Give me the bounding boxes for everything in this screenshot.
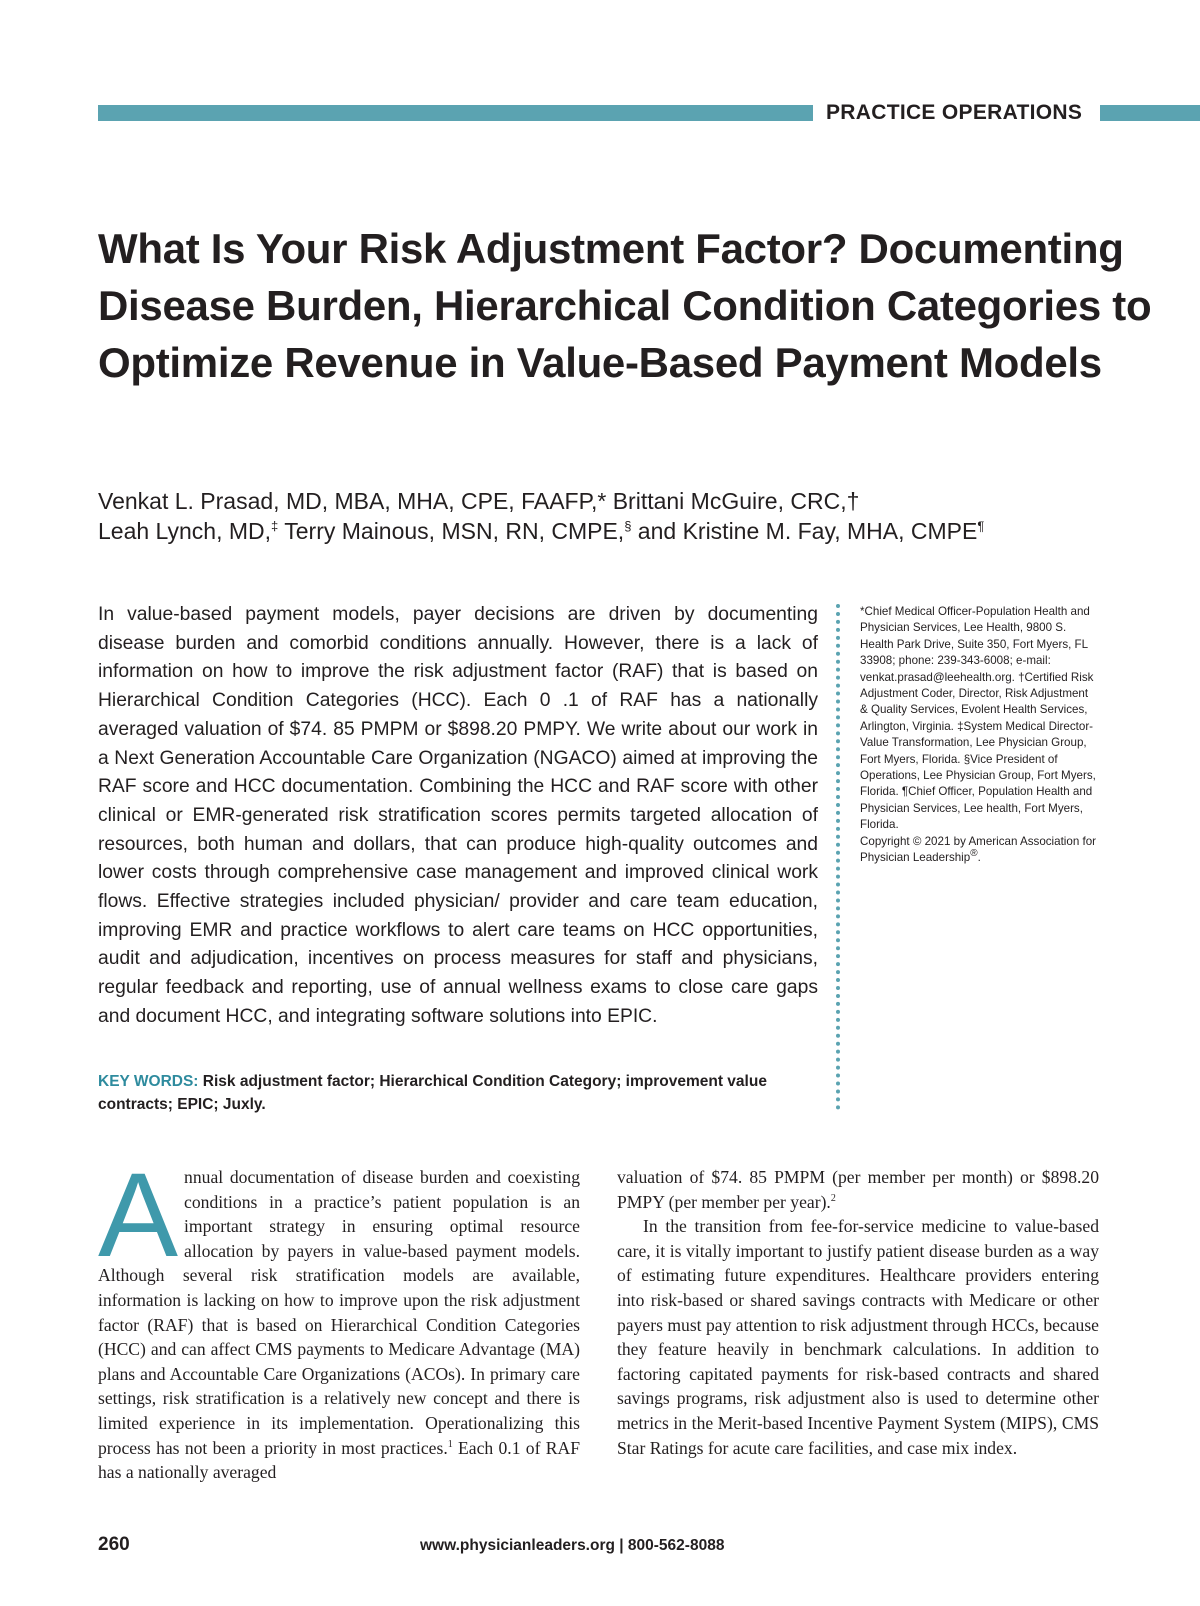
body-column-right <box>617 1165 1099 1460</box>
header-accent-bar-left <box>98 105 813 121</box>
page-number: 260 <box>98 1534 130 1555</box>
author-mainous: Terry Mainous, MSN, RN, CMPE, <box>278 518 625 544</box>
footer-contact: www.physicianleaders.org | 800-562-8088 <box>420 1537 725 1554</box>
author-lynch: Leah Lynch, MD, <box>98 518 272 544</box>
keywords <box>98 1070 818 1116</box>
body-column-left <box>98 1148 580 1485</box>
body-paragraph: In the transition from fee-for-service medicine to value-based care, it is vitally important to justify patient disease burden as a way of estimating future expenditures. Healthcare providers entering into risk-based or shared savings contracts with Medicare or other payers must pay attention to risk adjustment through HCCs, because they feature heavily in benchmark calculations. In addition to factoring capitated payments for risk-based contracts and shared savings programs, risk adjustment also is used to determine other metrics in the Merit-based Incentive Payment System (MIPS), CMS Star Ratings for acute care facilities, and case mix index. <box>617 1216 1099 1458</box>
dotted-separator <box>836 604 840 1110</box>
keywords-list: Risk adjustment factor; Hierarchical Condition Category; improvement value contracts; EPIC; Juxly. <box>98 1073 767 1113</box>
header-accent-bar-right <box>1100 105 1200 121</box>
reference-mark: 2 <box>830 1192 836 1204</box>
copyright-line <box>860 834 1098 867</box>
article-title: What Is Your Risk Adjustment Factor? Documenting Disease Burden, Hierarchical Condition Categories to Optimize Revenue in Value-Based Payment Models <box>98 225 1152 386</box>
body-paragraph <box>98 1148 580 1485</box>
registered-mark: ® <box>970 848 978 860</box>
affiliation-mark: § <box>624 518 632 534</box>
copyright-end: . <box>977 851 981 865</box>
affiliation-mark: ‡ <box>271 518 279 534</box>
abstract: In value-based payment models, payer decisions are driven by documenting disease burden and comorbid conditions annually. However, there is a lack of information on how to improve the risk adjustment factor (RAF) that is based on Hierarchical Condition Categories (HCC). Each 0 .1 of RAF has a nationally averaged valuation of $74. 85 PMPM or $898.20 PMPY. We write about our work in a Next Generation Accountable Care Organization (NGACO) aimed at improving the RAF score and HCC documentation. Combining the HCC and RAF score with other clinical or EMR-generated risk stratification scores permits targeted allocation of resources, both human and dollars, that can produce high-quality outcomes and lower costs through comprehensive case management and improved clinical work flows. Effective strategies included physician/ provider and care team education, improving EMR and practice workflows to alert care teams on HCC opportunities, audit and adjudication, incentives on process measures for staff and physicians, regular feedback and reporting, use of annual wellness exams to close care gaps and document HCC, and integrating software solutions into EPIC. <box>98 604 818 1027</box>
body-text-tail: Each 0.1 of RAF has a nationally averaged <box>98 1437 580 1483</box>
keywords-label: KEY WORDS: <box>98 1073 199 1090</box>
body-text: valuation of $74. 85 PMPM (per member per month) or $898.20 PMPY (per member per year). <box>617 1167 1099 1212</box>
body-paragraph <box>617 1165 1099 1214</box>
author-line-1: Venkat L. Prasad, MD, MBA, MHA, CPE, FAAFP,* Brittani McGuire, CRC,† <box>98 488 860 514</box>
author-list <box>98 486 1178 546</box>
drop-cap: A <box>98 1148 179 1282</box>
affiliations-text: *Chief Medical Officer-Population Health and Physician Services, Lee Health, 9800 S. Health Park Drive, Suite 350, Fort Myers, FL 33908; phone: 239-343-6008; e-mail: venkat.prasad@leehealth.org. †Certified Risk Adjustment Coder, Director, Risk Adjustment & Quality Services, Evolent Health Services, Arlington, Virginia. ‡System Medical Director-Value Transformation, Lee Physician Group, Fort Myers, Florida. §Vice President of Operations, Lee Physician Group, Fort Myers, Florida. ¶Chief Officer, Population Health and Physician Services, Lee health, Fort Myers, Florida. <box>860 605 1096 832</box>
affiliation-mark: ¶ <box>977 518 985 534</box>
section-label: PRACTICE OPERATIONS <box>826 101 1083 124</box>
copyright-text: Copyright © 2021 by American Association for Physician Leadership <box>860 834 1097 865</box>
body-text: nnual documentation of disease burden and coexisting conditions in a practice’s patient population is an important strategy in ensuring optimal resource allocation by payers in value-based payment models. Although several risk stratification models are available, information is lacking on how to improve upon the risk adjustment factor (RAF) that is based on Hierarchical Condition Categories (HCC) and can affect CMS payments to Medicare Advantage (MA) plans and Accountable Care Organizations (ACOs). In primary care settings, risk stratification is a relatively new concept and there is limited experience in its implementation. Operationalizing this process has not been a priority in most practices. <box>98 1167 580 1458</box>
author-line-2 <box>98 516 1178 546</box>
affiliations-note <box>860 604 1098 867</box>
author-fay: and Kristine M. Fay, MHA, CMPE <box>631 518 978 544</box>
reference-mark: 1 <box>447 1438 453 1450</box>
